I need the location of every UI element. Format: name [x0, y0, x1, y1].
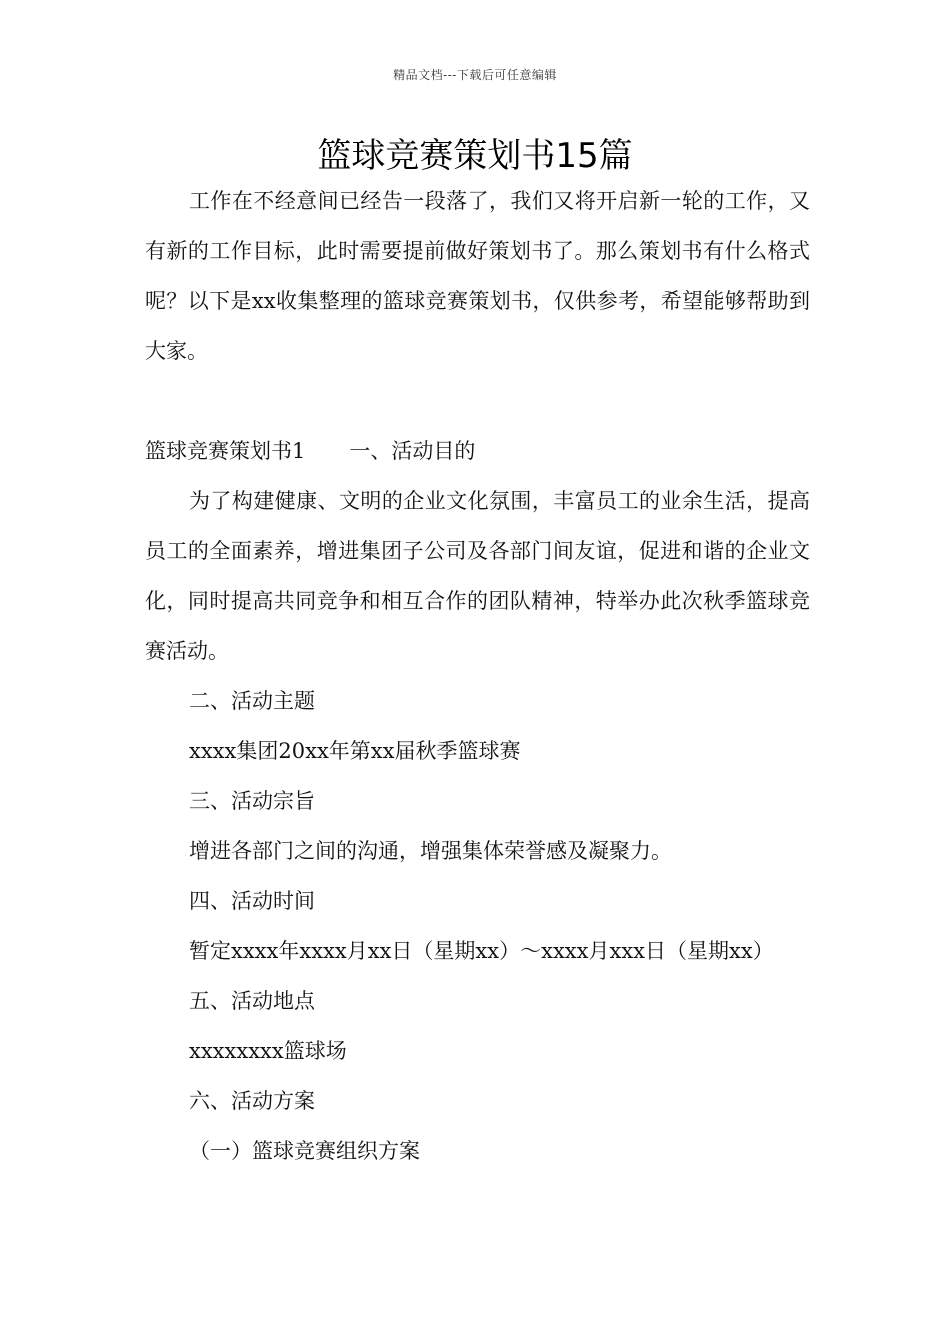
subheading-organization: （一）篮球竞赛组织方案	[189, 1139, 420, 1163]
heading-purpose: 一、活动目的	[349, 439, 476, 463]
heading-plan: 六、活动方案	[189, 1089, 315, 1113]
section-heading	[145, 426, 810, 476]
theme-text: xxxx集团20xx年第xx届秋季篮球赛	[189, 739, 521, 763]
document-title: 篮球竞赛策划书15篇	[317, 136, 633, 176]
heading-aim: 三、活动宗旨	[189, 789, 315, 813]
page-header: 精品文档---下载后可任意编辑	[393, 68, 557, 82]
aim-text: 增进各部门之间的沟通，增强集体荣誉感及凝聚力。	[189, 839, 672, 863]
purpose-paragraph: 为了构建健康、文明的企业文化氛围，丰富员工的业余生活，提高员工的全面素养，增进集团子公司及各部门间友谊，促进和谐的企业文化，同时提高共同竞争和相互合作的团队精神，特举办此次秋季篮球竞赛活动。	[145, 489, 810, 663]
section-name: 篮球竞赛策划书1	[145, 439, 306, 463]
heading-time: 四、活动时间	[189, 889, 315, 913]
document-body	[145, 176, 810, 1176]
heading-theme: 二、活动主题	[189, 689, 315, 713]
time-text: 暂定xxxx年xxxx月xx日（星期xx）～xxxx月xxx日（星期xx）	[189, 939, 774, 963]
blank-line	[145, 376, 810, 426]
venue-text: xxxxxxxx篮球场	[189, 1039, 347, 1063]
intro-paragraph: 工作在不经意间已经告一段落了，我们又将开启新一轮的工作，又有新的工作目标，此时需要提前做好策划书了。那么策划书有什么格式呢？以下是xx收集整理的篮球竞赛策划书，仅供参考，希望能够帮助到大家。	[145, 189, 810, 363]
heading-venue: 五、活动地点	[189, 989, 315, 1013]
